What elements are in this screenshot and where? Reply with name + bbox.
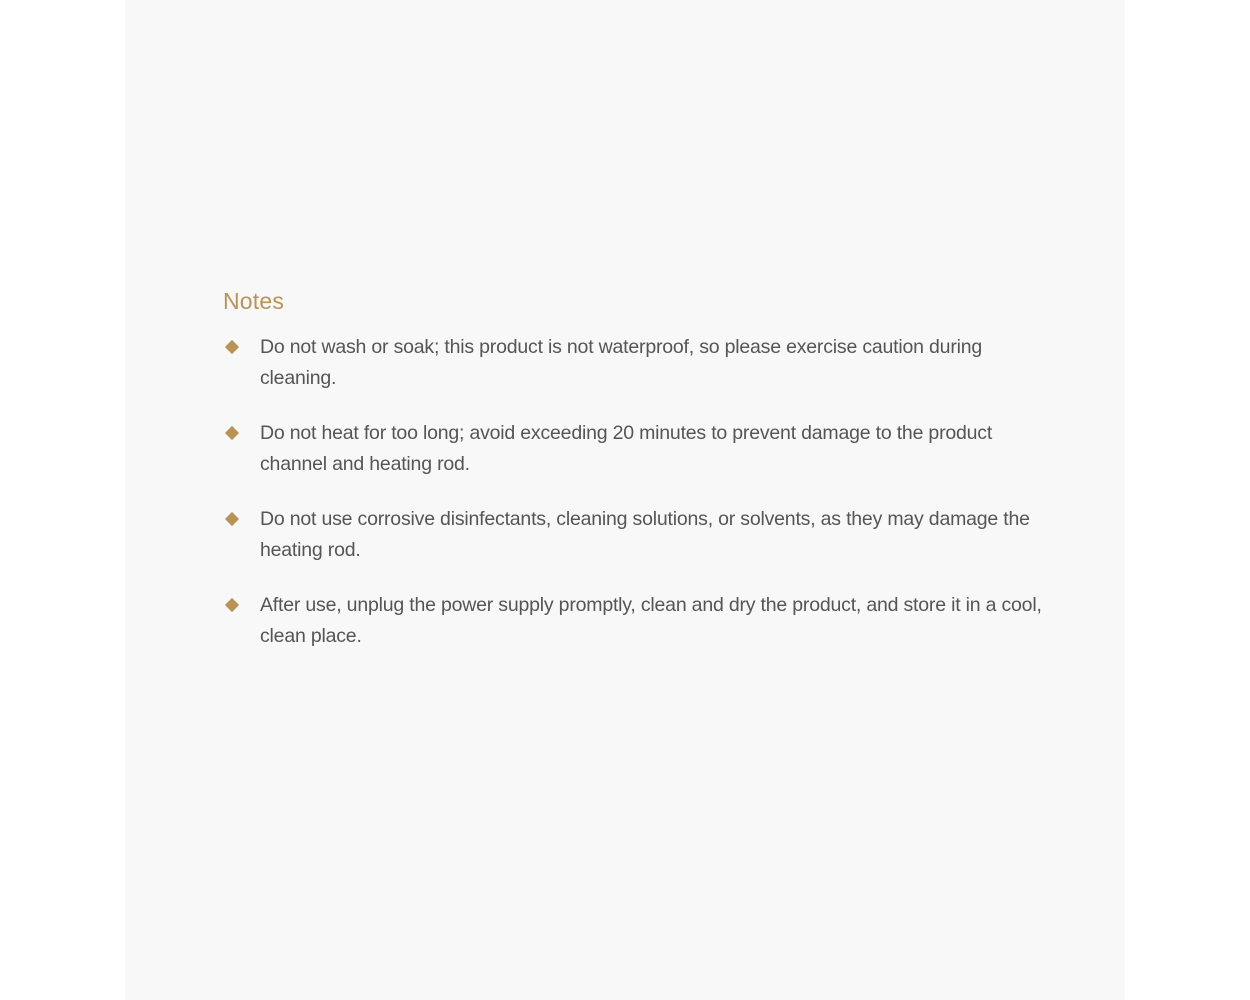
diamond-bullet-icon [225, 511, 239, 525]
diamond-bullet-icon [225, 339, 239, 353]
diamond-bullet-icon [225, 597, 239, 611]
notes-list [222, 332, 1062, 651]
diamond-bullet-icon [225, 425, 239, 439]
document-page [125, 0, 1125, 1000]
note-text: Do not wash or soak; this product is not waterproof, so please exercise caution during cleaning. [260, 336, 983, 389]
note-item [222, 332, 1062, 393]
note-item [222, 504, 1062, 565]
note-item [222, 590, 1062, 651]
notes-heading: Notes [223, 288, 285, 314]
note-text: After use, unplug the power supply promptly, clean and dry the product, and store it in a cool, clean place. [260, 594, 1042, 647]
note-text: Do not heat for too long; avoid exceeding 20 minutes to prevent damage to the product channel and heating rod. [260, 422, 993, 475]
note-item [222, 418, 1062, 479]
note-text: Do not use corrosive disinfectants, cleaning solutions, or solvents, as they may damage the heating rod. [260, 508, 1030, 561]
